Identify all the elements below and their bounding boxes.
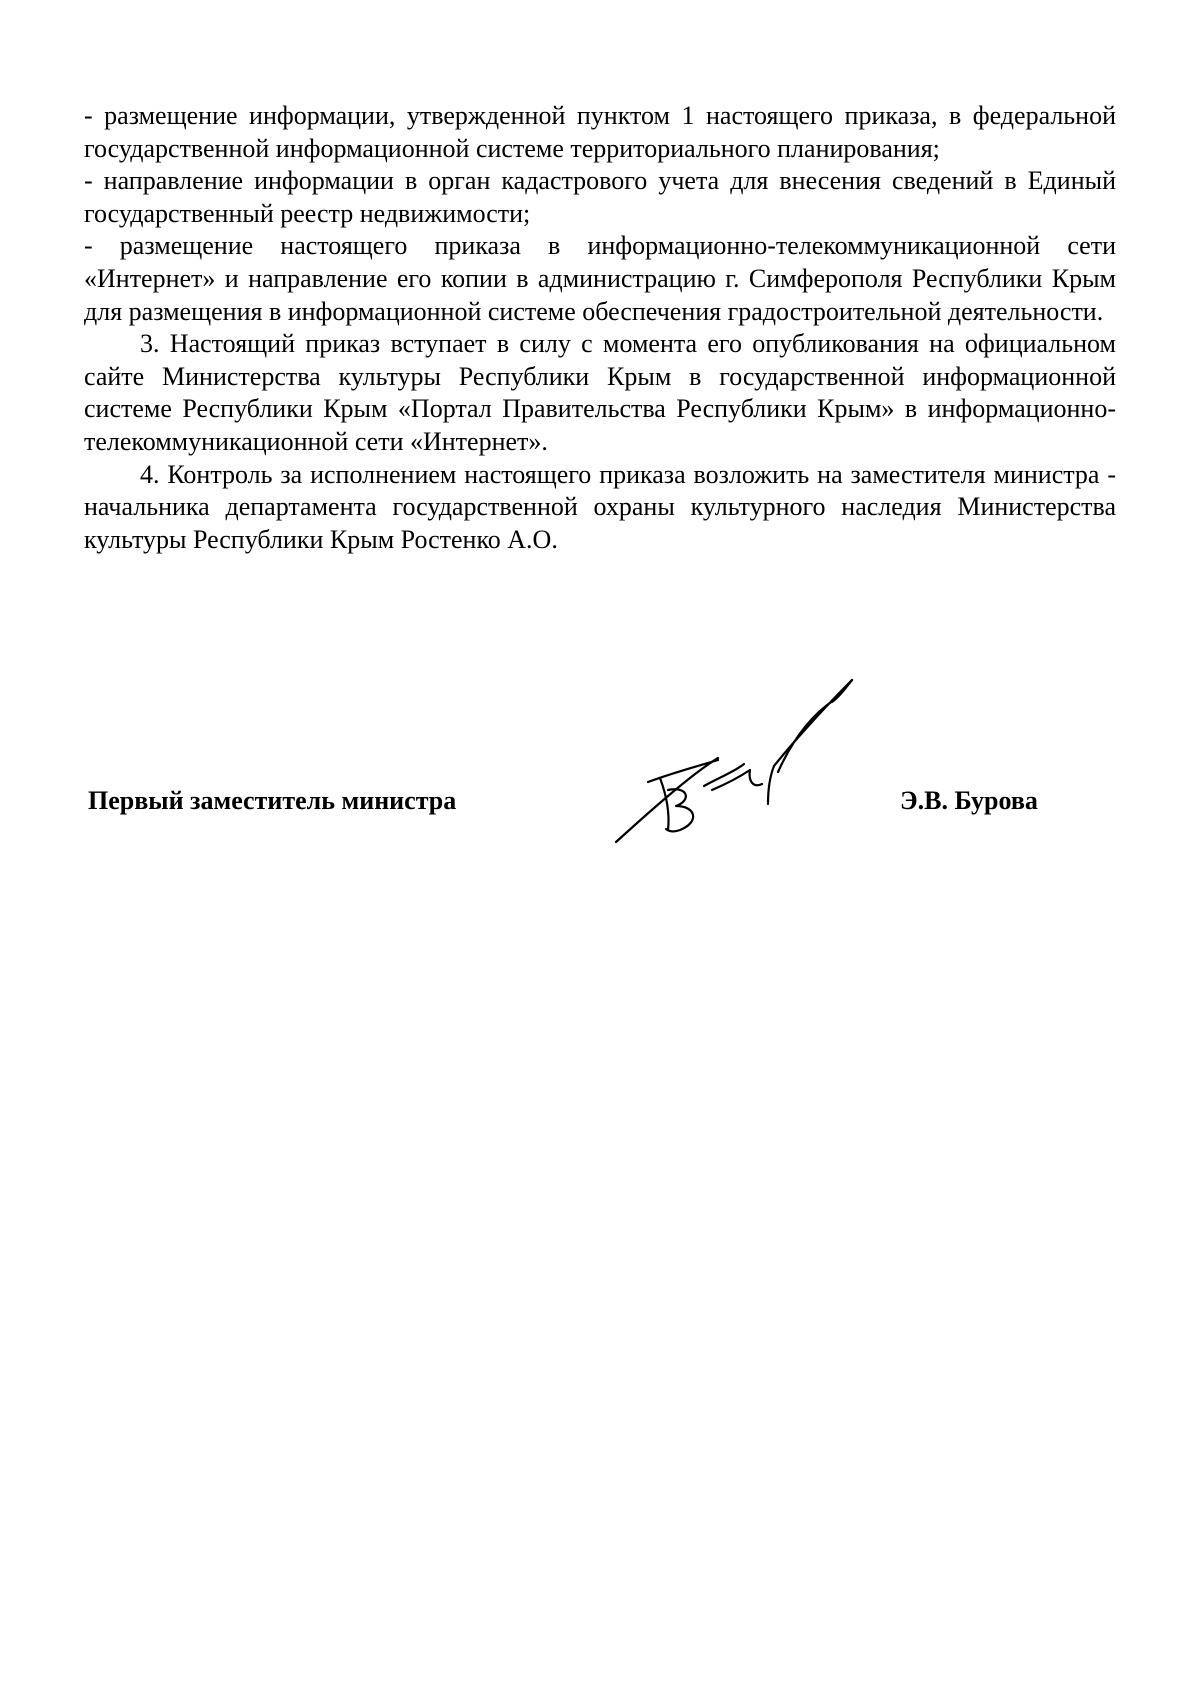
signature-block [0, 672, 1200, 862]
bullet-paragraph-1: - размещение информации, утвержденной пунктом 1 настоящего приказа, в федеральной государственной информационной системе территориального планирования; [84, 101, 1116, 163]
bullet-paragraph-2: - направление информации в орган кадастрового учета для внесения сведений в Единый государственный реестр недвижимости; [84, 166, 1116, 228]
document-body [84, 100, 1116, 556]
signatory-title: Первый заместитель министра [88, 786, 457, 815]
numbered-paragraph-3: 3. Настоящий приказ вступает в силу с момента его опубликования на официальном сайте Министерства культуры Республики Крым в государственной информационной системе Республики Крым «Портал Правительства Республики Крым» в информационно-телекоммуникационной сети «Интернет». [84, 329, 1116, 456]
signatory-name: Э.В. Бурова [900, 786, 1038, 815]
numbered-paragraph-4: 4. Контроль за исполнением настоящего приказа возложить на заместителя министра - начальника департамента государственной охраны культурного наследия Министерства культуры Республики Крым Ростенко А.О. [84, 459, 1116, 554]
bullet-paragraph-3: - размещение настоящего приказа в информационно-телекоммуникационной сети «Интернет» и направление его копии в администрацию г. Симферополя Республики Крым для размещения в информационной системе обеспечения градостроительной деятельности. [84, 231, 1116, 326]
handwritten-signature-icon [600, 672, 900, 862]
